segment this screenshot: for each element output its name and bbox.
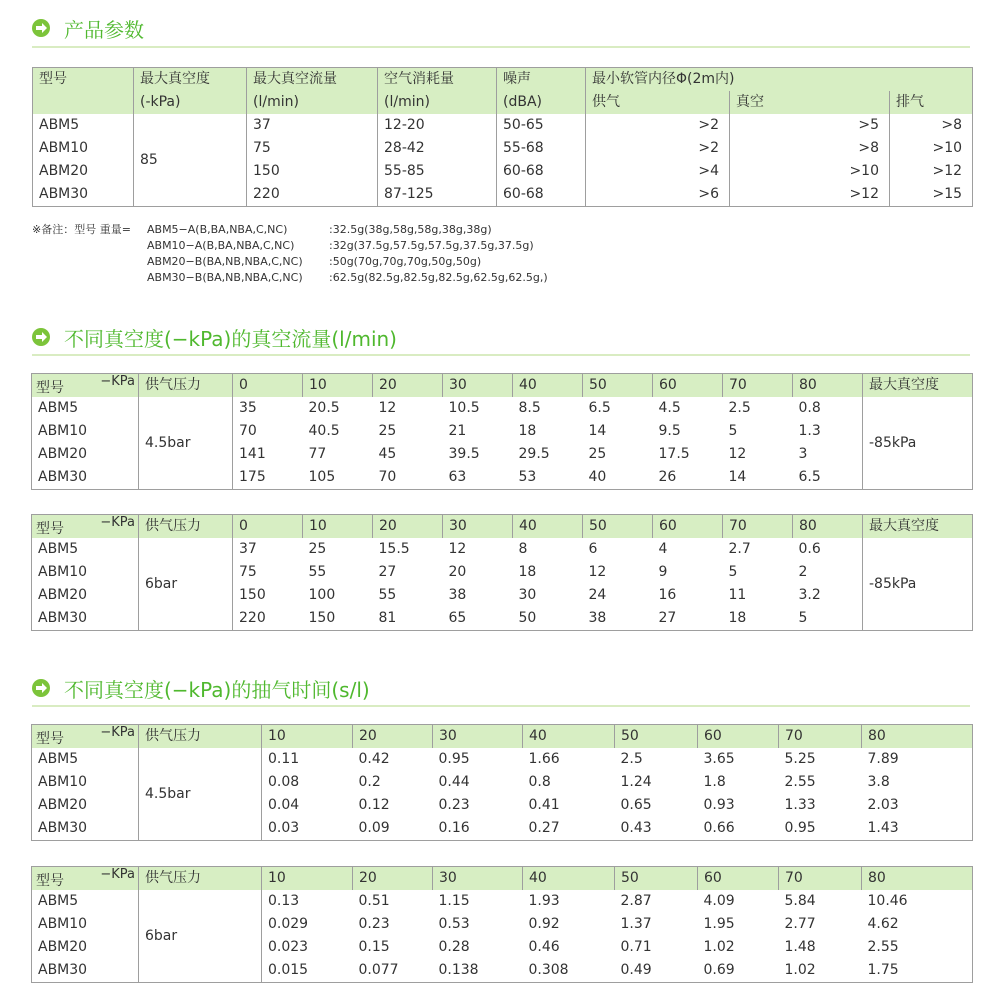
cell-value: 65	[448, 610, 467, 626]
cell-value: 1.3	[798, 423, 821, 439]
arrow-circle-icon	[32, 679, 50, 697]
cell-value: 55	[308, 564, 327, 580]
cell-value: 1.66	[528, 751, 560, 767]
title-rule	[32, 46, 970, 48]
section-title-spec	[32, 16, 144, 40]
cell-noise: 55-68	[497, 137, 586, 160]
header-supply-pressure: 供气压力	[139, 374, 233, 398]
cell-value: 0.46	[528, 939, 560, 955]
cell-value: 4.62	[867, 916, 899, 932]
section-title-text: 不同真空度(−kPa)的真空流量(l/min)	[64, 326, 397, 351]
cell-value: 0.41	[528, 797, 560, 813]
header-level: 60	[653, 374, 723, 398]
header-level: 50	[583, 374, 653, 398]
cell-value: 5.25	[784, 751, 816, 767]
cell-value: 6	[588, 541, 598, 557]
kpa-label: −KPa	[100, 867, 135, 882]
cell-value: 105	[308, 469, 336, 485]
header-level: 20	[373, 515, 443, 539]
cell-value: 27	[658, 610, 677, 626]
cell-value: 40.5	[308, 423, 340, 439]
diagonal-header-cell	[32, 374, 139, 398]
cell-value: 2	[798, 564, 808, 580]
cell-value: 5	[798, 610, 808, 626]
cell-model: ABM5	[39, 117, 80, 133]
header-level: 70	[723, 515, 793, 539]
cell-value: 38	[588, 610, 607, 626]
header-supply: 供气	[586, 91, 730, 114]
arrow-circle-icon	[32, 19, 50, 37]
header-level: 10	[303, 374, 373, 398]
cell-value: 1.75	[867, 962, 899, 978]
model-label: 型号	[36, 380, 64, 396]
cell-model: ABM10	[38, 916, 88, 932]
cell-value: 18	[518, 423, 537, 439]
cell-value: 63	[448, 469, 467, 485]
kpa-label: −KPa	[100, 374, 135, 389]
header-level: 0	[233, 374, 303, 398]
cell-value: 2.87	[620, 893, 652, 909]
cell-value: 17.5	[658, 446, 690, 462]
cell-value: 0.53	[438, 916, 470, 932]
cell-value: 15.5	[378, 541, 410, 557]
cell-value: 6.5	[798, 469, 821, 485]
header-level: 70	[723, 374, 793, 398]
header-level: 60	[653, 515, 723, 539]
cell-model: ABM5	[38, 751, 79, 767]
header-level: 10	[262, 867, 353, 891]
cell-value: 9	[658, 564, 668, 580]
cell-value: 0.138	[438, 962, 479, 978]
time-header-row	[32, 867, 973, 891]
cell-value: 0.65	[620, 797, 652, 813]
cell-value: 39.5	[448, 446, 480, 462]
cell-value: 40	[588, 469, 607, 485]
header-vacuum: 真空	[730, 91, 890, 114]
cell-value: 2.5	[728, 400, 751, 416]
cell-value: 0.03	[262, 817, 353, 841]
cell-value: 1.93	[528, 893, 560, 909]
title-rule	[32, 705, 970, 707]
cell-flow: 150	[247, 160, 378, 183]
cell-value: 4.09	[703, 893, 735, 909]
flow-header-row	[32, 374, 973, 398]
header-level: 30	[443, 515, 513, 539]
arrow-circle-icon	[32, 328, 50, 346]
cell-value: 0.015	[262, 959, 353, 983]
cell-value: 3.65	[703, 751, 735, 767]
cell-value: 50	[518, 610, 537, 626]
cell-model: ABM5	[38, 400, 79, 416]
cell-value: 14	[728, 469, 747, 485]
cell-exhaust: >10	[890, 137, 973, 160]
header-level: 30	[433, 867, 523, 891]
cell-supply: >4	[586, 160, 730, 183]
cell-vacuum: >8	[730, 137, 890, 160]
cell-value: 0.6	[798, 541, 821, 557]
header-hose-diameter: 最小软管内径Φ(2m内)	[586, 68, 973, 92]
header-level: 40	[513, 374, 583, 398]
cell-value: 45	[378, 446, 397, 462]
cell-value: 0.23	[358, 916, 390, 932]
cell-model: ABM10	[38, 774, 88, 790]
cell-value: 3.2	[798, 587, 821, 603]
header-level: 80	[793, 515, 863, 539]
flow-table-4-5bar	[31, 373, 973, 490]
cell-value: 37	[233, 538, 303, 561]
header-supply-pressure: 供气压力	[139, 515, 233, 539]
cell-supply: >6	[586, 183, 730, 207]
cell-flow: 37	[247, 114, 378, 137]
cell-value: 1.37	[620, 916, 652, 932]
cell-value: 1.48	[784, 939, 816, 955]
cell-value: 0.66	[703, 820, 735, 836]
cell-value: 0.27	[528, 820, 560, 836]
cell-value: 0.16	[438, 820, 470, 836]
cell-noise: 50-65	[497, 114, 586, 137]
cell-value: 1.95	[703, 916, 735, 932]
cell-value: 6.5	[588, 400, 611, 416]
flow-header-row	[32, 515, 973, 539]
header-max-vacuum: 最大真空度	[863, 374, 973, 398]
section-title-text: 产品参数	[64, 17, 144, 42]
cell-pressure: 6bar	[139, 890, 262, 983]
header-level: 20	[373, 374, 443, 398]
cell-value: 0.28	[438, 939, 470, 955]
cell-air: 55-85	[378, 160, 497, 183]
header-level: 30	[433, 725, 523, 749]
cell-value: 0.43	[620, 820, 652, 836]
diagonal-header-cell	[32, 867, 139, 891]
cell-value: 20.5	[308, 400, 340, 416]
cell-value: 26	[658, 469, 677, 485]
header-max-vacuum: 最大真空度 (-kPa)	[134, 68, 247, 115]
cell-value: 55	[378, 587, 397, 603]
cell-value: 35	[233, 397, 303, 420]
header-air-consumption: 空气消耗量 (l/min)	[378, 68, 497, 115]
cell-value: 11	[728, 587, 747, 603]
header-level: 50	[615, 867, 698, 891]
table-row	[32, 538, 973, 561]
cell-value: 77	[308, 446, 327, 462]
header-level: 30	[443, 374, 513, 398]
cell-max-vacuum: -85kPa	[863, 538, 973, 631]
cell-model: ABM30	[38, 610, 88, 626]
note-weight: :62.5g(82.5g,82.5g,82.5g,62.5g,62.5g,)	[329, 271, 548, 284]
cell-value: 0.23	[438, 797, 470, 813]
cell-value: 0.029	[262, 913, 353, 936]
cell-value: 4.5	[658, 400, 681, 416]
cell-value: 0.13	[262, 890, 353, 913]
cell-value: 1.02	[784, 962, 816, 978]
cell-value: 0.308	[528, 962, 569, 978]
cell-value: 70	[233, 420, 303, 443]
cell-supply: >2	[586, 114, 730, 137]
cell-value: 24	[588, 587, 607, 603]
cell-value: 0.42	[358, 751, 390, 767]
cell-value: 7.89	[867, 751, 899, 767]
table-row	[33, 114, 973, 137]
header-level: 80	[862, 725, 973, 749]
cell-noise: 60-68	[497, 160, 586, 183]
time-header-row	[32, 725, 973, 749]
cell-value: 2.03	[867, 797, 899, 813]
cell-value: 0.69	[703, 962, 735, 978]
header-level: 10	[262, 725, 353, 749]
cell-value: 10.5	[448, 400, 480, 416]
cell-value: 0.04	[262, 794, 353, 817]
cell-value: 0.71	[620, 939, 652, 955]
cell-value: 2.7	[728, 541, 751, 557]
header-level: 60	[698, 867, 779, 891]
cell-air: 87-125	[378, 183, 497, 207]
cell-flow: 75	[247, 137, 378, 160]
cell-value: 150	[308, 610, 336, 626]
cell-value: 0.023	[262, 936, 353, 959]
section-title-time	[32, 676, 370, 700]
header-noise: 噪声 (dBA)	[497, 68, 586, 115]
cell-value: 0.95	[438, 751, 470, 767]
cell-value: 5	[728, 423, 738, 439]
header-max-vacuum: 最大真空度	[863, 515, 973, 539]
note-prefix: ※备注：型号 重量=	[32, 223, 131, 236]
header-level: 80	[793, 374, 863, 398]
cell-value: 30	[518, 587, 537, 603]
cell-value: 75	[233, 561, 303, 584]
header-level: 40	[523, 867, 615, 891]
cell-air: 28-42	[378, 137, 497, 160]
cell-model: ABM20	[38, 939, 88, 955]
cell-value: 9.5	[658, 423, 681, 439]
cell-vacuum: >10	[730, 160, 890, 183]
cell-value: 2.55	[867, 939, 899, 955]
cell-max-vacuum: 85	[134, 114, 247, 207]
cell-value: 5	[728, 564, 738, 580]
cell-value: 175	[233, 466, 303, 490]
cell-value: 25	[588, 446, 607, 462]
cell-model: ABM20	[38, 587, 88, 603]
cell-model: ABM20	[38, 797, 88, 813]
header-level: 50	[583, 515, 653, 539]
header-level: 70	[779, 867, 862, 891]
cell-value: 8	[518, 541, 528, 557]
note-weight: :50g(70g,70g,70g,50g,50g)	[329, 255, 482, 268]
header-supply-pressure: 供气压力	[139, 867, 262, 891]
cell-vacuum: >12	[730, 183, 890, 207]
cell-value: 70	[378, 469, 397, 485]
cell-value: 1.24	[620, 774, 652, 790]
spec-table	[32, 67, 973, 207]
cell-model: ABM30	[38, 962, 88, 978]
header-max-flow: 最大真空流量 (l/min)	[247, 68, 378, 115]
cell-value: 0.15	[358, 939, 390, 955]
header-level: 70	[779, 725, 862, 749]
cell-value: 18	[518, 564, 537, 580]
time-table-6bar	[31, 866, 973, 983]
header-model: 型号	[33, 68, 134, 115]
cell-value: 27	[378, 564, 397, 580]
model-label: 型号	[36, 521, 64, 537]
cell-value: 1.43	[867, 820, 899, 836]
cell-value: 1.02	[703, 939, 735, 955]
cell-model: ABM30	[39, 186, 89, 202]
table-row	[32, 890, 973, 913]
cell-air: 12-20	[378, 114, 497, 137]
cell-supply: >2	[586, 137, 730, 160]
cell-value: 0.8	[798, 400, 821, 416]
model-label: 型号	[36, 731, 64, 747]
cell-value: 0.51	[358, 893, 390, 909]
note-weight: :32.5g(38g,58g,58g,38g,38g)	[329, 223, 492, 236]
cell-value: 12	[588, 564, 607, 580]
cell-value: 38	[448, 587, 467, 603]
cell-value: 8.5	[518, 400, 541, 416]
cell-value: 25	[308, 541, 327, 557]
cell-value: 20	[448, 564, 467, 580]
header-level: 80	[862, 867, 973, 891]
cell-value: 21	[448, 423, 467, 439]
cell-value: 0.93	[703, 797, 735, 813]
section-title-flow	[32, 325, 397, 349]
cell-exhaust: >15	[890, 183, 973, 207]
cell-model: ABM10	[38, 564, 88, 580]
cell-value: 2.5	[620, 751, 643, 767]
cell-model: ABM20	[38, 446, 88, 462]
cell-value: 0.8	[528, 774, 551, 790]
header-level: 50	[615, 725, 698, 749]
cell-value: 12	[378, 400, 397, 416]
cell-value: 100	[308, 587, 336, 603]
header-exhaust: 排气	[890, 91, 973, 114]
cell-model: ABM30	[38, 469, 88, 485]
header-level: 60	[698, 725, 779, 749]
cell-value: 12	[448, 541, 467, 557]
cell-model: ABM10	[39, 140, 89, 156]
table-row	[32, 397, 973, 420]
cell-value: 2.77	[784, 916, 816, 932]
header-level: 40	[513, 515, 583, 539]
cell-exhaust: >12	[890, 160, 973, 183]
cell-model: ABM20	[39, 163, 89, 179]
cell-value: 18	[728, 610, 747, 626]
cell-flow: 220	[247, 183, 378, 207]
cell-value: 3.8	[867, 774, 890, 790]
cell-pressure: 4.5bar	[139, 748, 262, 841]
cell-value: 1.15	[438, 893, 470, 909]
cell-value: 29.5	[518, 446, 550, 462]
cell-value: 0.44	[438, 774, 470, 790]
cell-value: 14	[588, 423, 607, 439]
cell-model: ABM5	[38, 541, 79, 557]
cell-exhaust: >8	[890, 114, 973, 137]
cell-pressure: 6bar	[139, 538, 233, 631]
cell-value: 150	[233, 584, 303, 607]
cell-model: ABM30	[38, 820, 88, 836]
cell-value: 0.12	[358, 797, 390, 813]
header-level: 10	[303, 515, 373, 539]
note-model: ABM10−A(B,BA,NBA,C,NC)	[147, 239, 295, 252]
header-level: 40	[523, 725, 615, 749]
cell-value: 53	[518, 469, 537, 485]
kpa-label: −KPa	[100, 725, 135, 740]
header-level: 20	[353, 867, 433, 891]
cell-value: 0.08	[262, 771, 353, 794]
note-model: ABM30−B(BA,NB,NBA,C,NC)	[147, 271, 303, 284]
cell-value: 0.11	[262, 748, 353, 771]
note-weight: :32g(37.5g,57.5g,57.5g,37.5g,37.5g)	[329, 239, 534, 252]
cell-value: 12	[728, 446, 747, 462]
cell-value: 10.46	[867, 893, 908, 909]
cell-vacuum: >5	[730, 114, 890, 137]
cell-value: 5.84	[784, 893, 816, 909]
diagonal-header-cell	[32, 515, 139, 539]
header-level: 20	[353, 725, 433, 749]
cell-value: 4	[658, 541, 668, 557]
table-row	[32, 748, 973, 771]
cell-value: 0.09	[358, 820, 390, 836]
cell-value: 0.92	[528, 916, 560, 932]
header-supply-pressure: 供气压力	[139, 725, 262, 749]
spec-header-row	[33, 68, 973, 92]
cell-value: 0.2	[358, 774, 381, 790]
cell-value: 0.95	[784, 820, 816, 836]
model-label: 型号	[36, 873, 64, 889]
header-level: 0	[233, 515, 303, 539]
note-model: ABM5−A(B,BA,NBA,C,NC)	[147, 223, 288, 236]
cell-value: 16	[658, 587, 677, 603]
cell-value: 81	[378, 610, 397, 626]
cell-value: 141	[233, 443, 303, 466]
cell-value: 2.55	[784, 774, 816, 790]
kpa-label: −KPa	[100, 515, 135, 530]
diagonal-header-cell	[32, 725, 139, 749]
cell-value: 1.8	[703, 774, 726, 790]
cell-pressure: 4.5bar	[139, 397, 233, 490]
cell-value: 0.077	[358, 962, 399, 978]
cell-value: 220	[233, 607, 303, 631]
title-rule	[32, 354, 970, 356]
cell-noise: 60-68	[497, 183, 586, 207]
note-model: ABM20−B(BA,NB,NBA,C,NC)	[147, 255, 303, 268]
time-table-4-5bar	[31, 724, 973, 841]
cell-value: 25	[378, 423, 397, 439]
flow-table-6bar	[31, 514, 973, 631]
cell-value: 0.49	[620, 962, 652, 978]
cell-value: 3	[798, 446, 808, 462]
cell-max-vacuum: -85kPa	[863, 397, 973, 490]
section-title-text: 不同真空度(−kPa)的抽气时间(s/l)	[64, 677, 370, 702]
cell-model: ABM10	[38, 423, 88, 439]
cell-model: ABM5	[38, 893, 79, 909]
cell-value: 1.33	[784, 797, 816, 813]
